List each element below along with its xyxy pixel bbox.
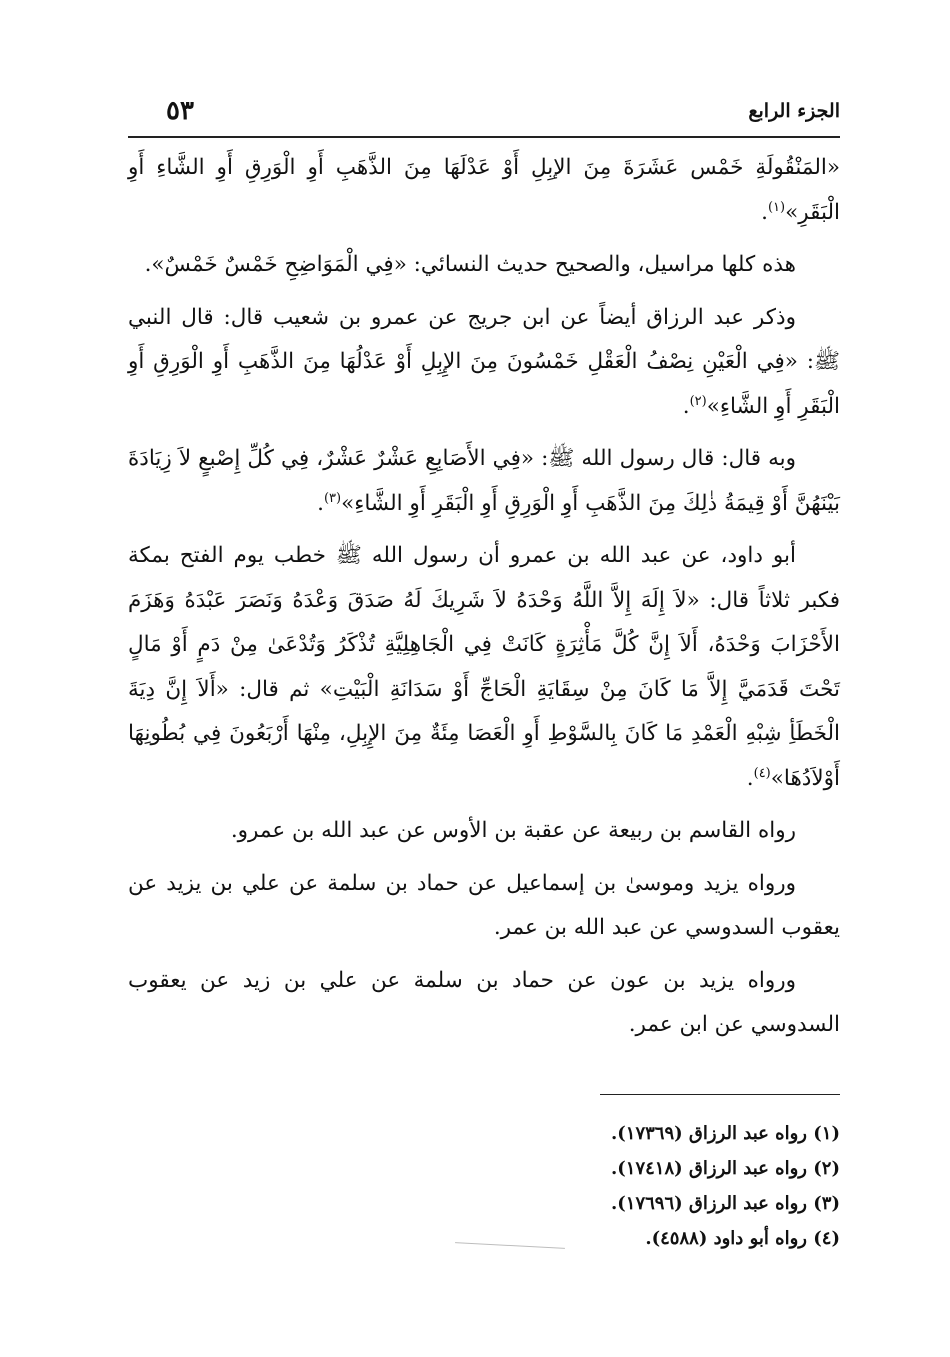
paragraph xyxy=(128,534,840,801)
paragraph xyxy=(128,243,840,288)
paragraph-text: أبو داود، عن عبد الله بن عمرو أن رسول الله ﷺ خطب يوم الفتح بمكة فكبر ثلاثاً قال: «لاَ إِلَهَ إِلاَّ اللَّهُ وَحْدَهُ لاَ شَرِيكَ لَهُ صَدَقَ وَعْدَهُ وَنَصَرَ عَبْدَهُ وَهَزَمَ الأَحْزَابَ وَحْدَهُ، أَلاَ إِنَّ كُلَّ مَأْثِرَةٍ كَانَتْ فِي الْجَاهِلِيَّةِ تُذْكَرُ وَتُدْعَىٰ مِنْ دَمٍ أَوْ مَالٍ تَحْتَ قَدَمَيَّ إِلاَّ مَا كَانَ مِنْ سِقَايَةِ الْحَاجِّ أَوْ سَدَانَةِ الْبَيْتِ» ثم قال: «أَلاَ إِنَّ دِيَةَ الْخَطَأِ شِبْهِ الْعَمْدِ مَا كَانَ بِالسَّوْطِ أَوِ الْعَصَا مِئَةٌ مِنَ الإِبِلِ، مِنْهَا أَرْبَعُونَ فِي بُطُونِهَا أَوْلاَدُهَا» xyxy=(128,543,840,791)
main-text xyxy=(128,146,840,1056)
paragraph-end: . xyxy=(628,1012,636,1037)
footnote xyxy=(400,1186,840,1221)
footnote-text: رواه أبو داود (٤٥٨٨). xyxy=(645,1228,807,1249)
paragraph-end: . xyxy=(144,252,152,277)
paragraph xyxy=(128,437,840,526)
paragraph-end: . xyxy=(746,765,754,791)
paragraph xyxy=(128,296,840,430)
footnote-number: (٣) xyxy=(813,1193,840,1214)
footnotes xyxy=(400,1116,840,1256)
paragraph-text: وبه قال: قال رسول الله ﷺ: «فِي الأَصَابِعِ عَشْرٌ عَشْرٌ، فِي كُلِّ إِصْبعٍ لاَ زِيَادَةَ بَيْنَهُنَّ أَوْ قِيمَةُ ذٰلِكَ مِنَ الذَّهَبِ أَوِ الْوَرِقِ أَوِ الْبَقَرِ أَوِ الشَّاءِ» xyxy=(128,446,840,516)
footnote-number: (٢) xyxy=(813,1158,840,1179)
paragraph xyxy=(128,809,840,854)
running-head: الجزء الرابع xyxy=(748,100,840,122)
paragraph xyxy=(128,862,840,951)
footnote-text: رواه عبد الرزاق (١٧٦٩٦). xyxy=(611,1193,807,1214)
paragraph-end: . xyxy=(761,199,768,225)
footnote-number: (١) xyxy=(813,1123,840,1144)
footnote-ref: (٢) xyxy=(689,393,707,409)
paragraph-text: رواه القاسم بن ربيعة عن عقبة بن الأوس عن عبد الله بن عمرو xyxy=(237,818,796,843)
paragraph-end: . xyxy=(682,393,690,419)
paragraph-end: . xyxy=(493,915,501,940)
paragraph-text: ورواه يزيد وموسىٰ بن إسماعيل عن حماد بن سلمة عن علي بن يزيد عن يعقوب السدوسي عن عبد الله بن عمر xyxy=(128,870,840,940)
footnote-text: رواه عبد الرزاق (١٧٣٦٩). xyxy=(611,1123,807,1144)
paragraph xyxy=(128,959,840,1048)
footnote xyxy=(400,1221,840,1256)
footnote-ref: (١) xyxy=(767,199,786,215)
paragraph-text: «المَنْقُولَةِ خَمْس عَشَرَةَ مِنَ الإبِلِ أَوْ عَدْلَهَا مِنَ الذَّهَبِ أَوِ الْوَرِقِ أَوِ الشَّاءِ أَوِ الْبَقَرِ» xyxy=(128,155,840,225)
footnote xyxy=(400,1116,840,1151)
footnote-number: (٤) xyxy=(813,1228,840,1249)
footnote-ref: (٣) xyxy=(323,490,342,506)
page-number: ٥٣ xyxy=(166,96,194,126)
paragraph-end: . xyxy=(317,490,324,516)
paragraph-text: ورواه يزيد بن عون عن حماد بن سلمة عن علي بن زيد عن يعقوب السدوسي عن ابن عمر xyxy=(128,967,840,1037)
paragraph-text: وذكر عبد الرزاق أيضاً عن ابن جريج عن عمرو بن شعيب قال: قال النبي ﷺ: «فِي الْعَيْنِ نِصْفُ الْعَقْلِ خَمْسُونَ مِنَ الإِبِلِ أَوْ عَدْلُهَا مِنَ الذَّهَبِ أَوِ الْوَرِقِ أَوِ الْبَقَرِ أَوِ الشَّاءِ» xyxy=(128,304,840,419)
paragraph-end: . xyxy=(230,818,238,843)
footnote-ref: (٤) xyxy=(753,765,771,781)
footnote-separator xyxy=(600,1094,840,1095)
paragraph-text: هذه كلها مراسيل، والصحيح حديث النسائي: «فِي الْمَوَاضِحِ خَمْسٌ خَمْسٌ» xyxy=(151,252,796,277)
page-header xyxy=(128,92,840,138)
footnote-text: رواه عبد الرزاق (١٧٤١٨). xyxy=(611,1158,807,1179)
footnote xyxy=(400,1151,840,1186)
paragraph xyxy=(128,146,840,235)
